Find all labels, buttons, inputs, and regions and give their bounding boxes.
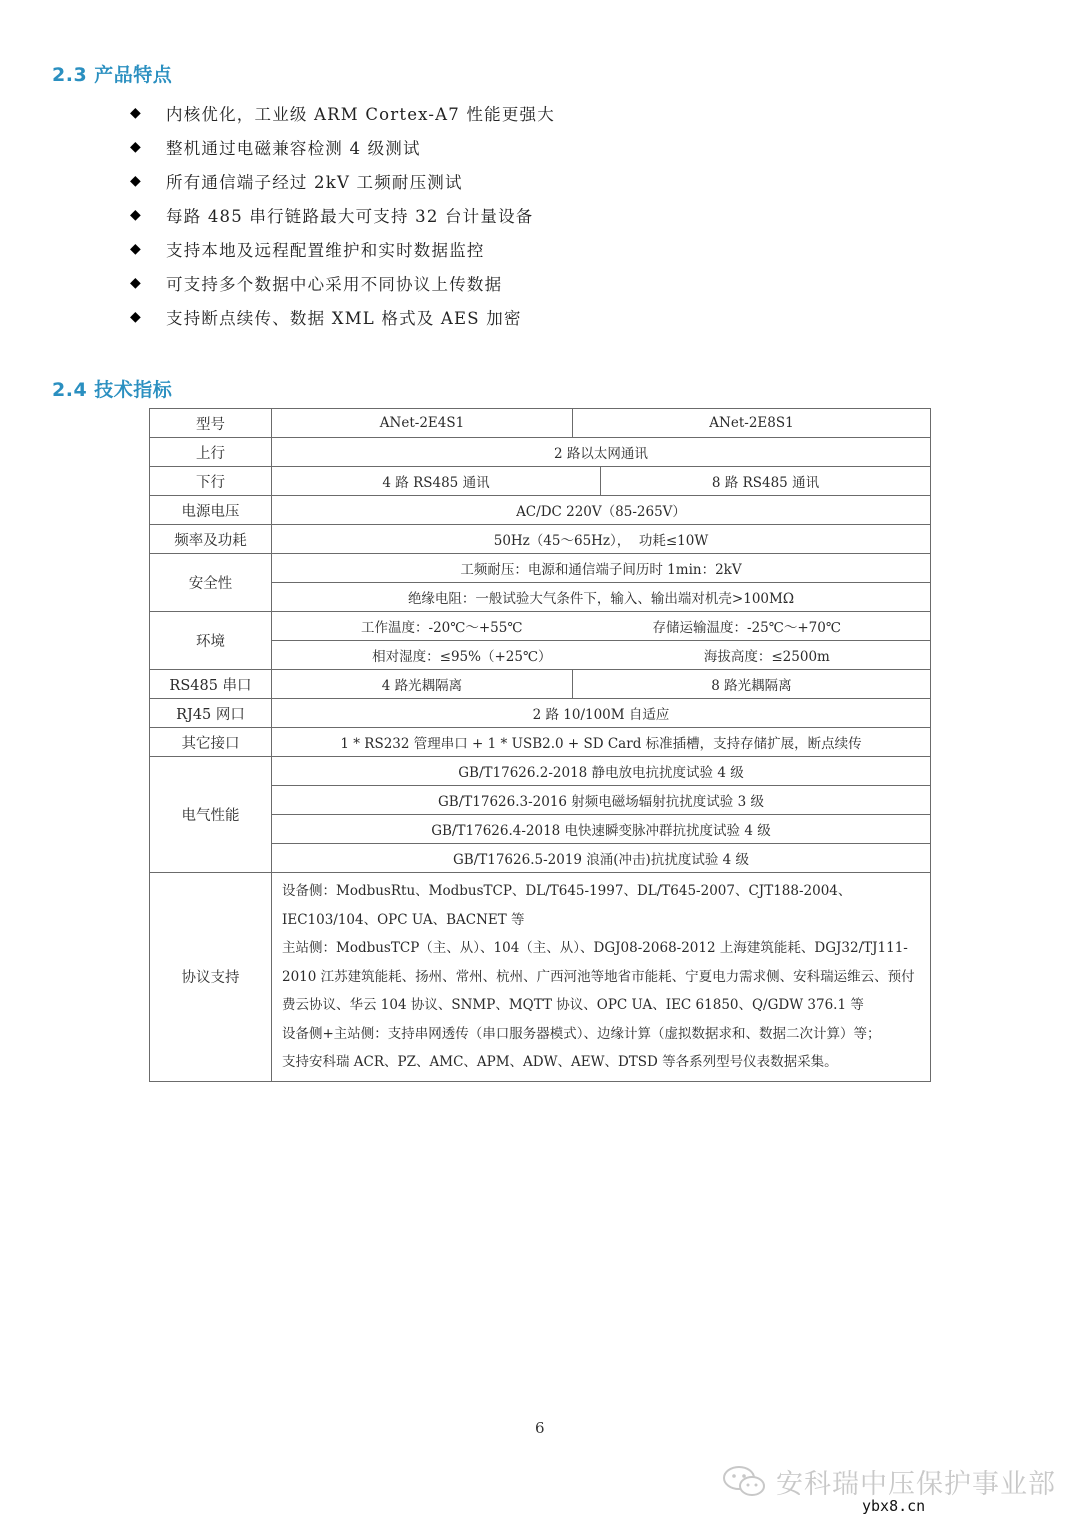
env-value: 工作温度：-20℃～+55℃ <box>361 620 523 636</box>
table-row-environment <box>150 612 931 641</box>
row-label: 电气性能 <box>150 757 272 873</box>
feature-text: 可支持多个数据中心采用不同协议上传数据 <box>166 275 503 294</box>
diamond-bullet-icon: ◆ <box>130 275 142 291</box>
feature-item <box>130 198 555 232</box>
model-value-b: ANet-2E8S1 <box>572 409 930 437</box>
model-value-a: ANet-2E4S1 <box>379 415 465 431</box>
table-row-model <box>150 409 931 438</box>
row-label: 其它接口 <box>150 728 272 757</box>
uplink-value: 2 路以太网通讯 <box>272 438 931 467</box>
row-label: RS485 串口 <box>150 670 272 699</box>
feature-item <box>130 130 555 164</box>
table-row-power-voltage <box>150 496 931 525</box>
downlink-value-a: 4 路 RS485 通讯 <box>382 475 490 491</box>
feature-item <box>130 300 555 334</box>
feature-text: 支持断点续传、数据 XML 格式及 AES 加密 <box>166 309 522 328</box>
table-row-other-ports <box>150 728 931 757</box>
feature-text: 所有通信端子经过 2kV 工频耐压测试 <box>166 173 463 192</box>
section-heading-product-features: 2.3 产品特点 <box>52 64 173 86</box>
site-label: ybx8.cn <box>862 1497 926 1515</box>
row-label: 环境 <box>150 612 272 670</box>
protocol-value <box>272 873 931 1082</box>
safety-value: 绝缘电阻：一般试验大气条件下，输入、输出端对机壳>100MΩ <box>272 583 931 612</box>
diamond-bullet-icon: ◆ <box>130 139 142 155</box>
row-label: 频率及功耗 <box>150 525 272 554</box>
diamond-bullet-icon: ◆ <box>130 207 142 223</box>
feature-item <box>130 266 555 300</box>
feature-item <box>130 164 555 198</box>
protocol-paragraph: 支持安科瑞 ACR、PZ、AMC、APM、ADW、AEW、DTSD 等各系列型号仪表数据采集。 <box>282 1054 838 1070</box>
other-ports-value: 1 * RS232 管理串口 + 1 * USB2.0 + SD Card 标准插槽，支持存储扩展，断点续传 <box>272 728 931 757</box>
env-value: 存储运输温度：-25℃～+70℃ <box>652 620 841 636</box>
frequency-power-value: 50Hz（45～65Hz）， 功耗≤10W <box>272 525 931 554</box>
spec-table <box>149 408 931 1082</box>
table-row-downlink <box>150 467 931 496</box>
rs485-value-b: 8 路光耦隔离 <box>572 670 930 698</box>
table-row-protocol <box>150 873 931 1082</box>
table-row-frequency-power <box>150 525 931 554</box>
env-value: 海拔高度：≤2500m <box>703 649 830 665</box>
feature-text: 内核优化，工业级 ARM Cortex-A7 性能更强大 <box>166 105 555 124</box>
row-label: RJ45 网口 <box>150 699 272 728</box>
electrical-value: GB/T17626.4-2018 电快速瞬变脉冲群抗扰度试验 4 级 <box>272 815 931 844</box>
downlink-value-b: 8 路 RS485 通讯 <box>600 467 930 495</box>
rs485-value-a: 4 路光耦隔离 <box>381 678 463 694</box>
table-row-safety <box>150 554 931 583</box>
row-label: 下行 <box>150 467 272 496</box>
safety-value: 工频耐压：电源和通信端子间历时 1min：2kV <box>272 554 931 583</box>
diamond-bullet-icon: ◆ <box>130 105 142 121</box>
row-label: 协议支持 <box>150 873 272 1082</box>
electrical-value: GB/T17626.3-2016 射频电磁场辐射抗扰度试验 3 级 <box>272 786 931 815</box>
row-label: 上行 <box>150 438 272 467</box>
protocol-paragraph: 设备侧：ModbusRtu、ModbusTCP、DL/T645-1997、DL/T645-2007、CJT188-2004、IEC103/104、OPC UA、BACNET 等 <box>282 883 852 928</box>
row-label: 型号 <box>150 409 272 438</box>
table-row-rj45 <box>150 699 931 728</box>
table-row-rs485 <box>150 670 931 699</box>
protocol-paragraph: 主站侧：ModbusTCP（主、从）、104（主、从）、DGJ08-2068-2012 上海建筑能耗、DGJ32/TJ111-2010 江苏建筑能耗、扬州、常州、杭州、广西河池等地省市能耗、宁夏电力需求侧、安科瑞运维云、预付费云协议、华云 104 协议、SNMP、MQTT 协议、OPC UA、IEC 61850、Q/GDW 376.1 等 <box>282 940 915 1013</box>
protocol-paragraph: 设备侧+主站侧：支持串网透传（串口服务器模式）、边缘计算（虚拟数据求和、数据二次计算）等； <box>282 1025 881 1042</box>
diamond-bullet-icon: ◆ <box>130 241 142 257</box>
wechat-icon <box>722 1465 768 1499</box>
section-heading-tech-specs: 2.4 技术指标 <box>52 379 173 401</box>
power-voltage-value: AC/DC 220V（85-265V） <box>272 496 931 525</box>
feature-item <box>130 232 555 266</box>
watermark <box>722 1462 1056 1501</box>
feature-text: 支持本地及远程配置维护和实时数据监控 <box>166 241 485 260</box>
feature-item <box>130 96 555 130</box>
diamond-bullet-icon: ◆ <box>130 309 142 325</box>
feature-text: 每路 485 串行链路最大可支持 32 台计量设备 <box>166 207 534 226</box>
feature-text: 整机通过电磁兼容检测 4 级测试 <box>166 139 421 158</box>
diamond-bullet-icon: ◆ <box>130 173 142 189</box>
page-number: 6 <box>535 1419 545 1437</box>
row-label: 安全性 <box>150 554 272 612</box>
table-row-uplink <box>150 438 931 467</box>
electrical-value: GB/T17626.5-2019 浪涌(冲击)抗扰度试验 4 级 <box>272 844 931 873</box>
table-row-electrical <box>150 757 931 786</box>
electrical-value: GB/T17626.2-2018 静电放电抗扰度试验 4 级 <box>272 757 931 786</box>
feature-list <box>130 96 555 334</box>
env-value: 相对湿度：≤95%（+25℃） <box>372 649 552 665</box>
watermark-text: 安科瑞中压保护事业部 <box>776 1469 1056 1500</box>
rj45-value: 2 路 10/100M 自适应 <box>272 699 931 728</box>
row-label: 电源电压 <box>150 496 272 525</box>
